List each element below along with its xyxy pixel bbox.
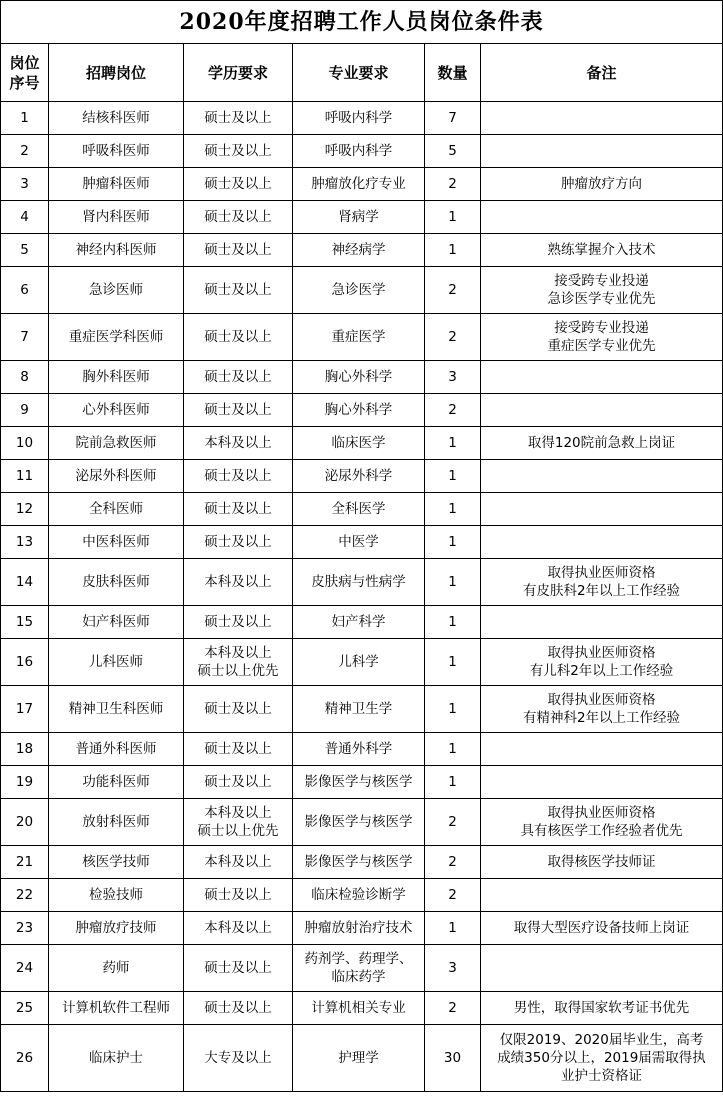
cell-note-line: 肿瘤放疗方向 (561, 176, 642, 192)
table-row (1, 102, 723, 135)
cell-major (293, 606, 425, 639)
cell-major (293, 766, 425, 799)
cell-education-line: 硕士及以上 (204, 887, 272, 903)
cell-education-line: 硕士及以上 (204, 960, 272, 976)
cell-major-line: 中医学 (338, 534, 379, 550)
cell-education (184, 361, 293, 394)
cell-education (184, 493, 293, 526)
cell-note-line: 取得执业医师资格 (547, 692, 656, 708)
cell-education (184, 135, 293, 168)
cell-note (481, 1025, 723, 1092)
cell-count: 30 (425, 1025, 481, 1092)
cell-note-line: 急诊医学专业优先 (547, 291, 656, 307)
cell-seq: 10 (1, 427, 49, 460)
cell-note-line: 取得核医学技师证 (547, 854, 656, 870)
cell-major-line: 影像医学与核医学 (304, 814, 413, 830)
cell-count: 1 (425, 559, 481, 606)
cell-seq: 3 (1, 168, 49, 201)
cell-count: 1 (425, 606, 481, 639)
table-row (1, 361, 723, 394)
table-row (1, 559, 723, 606)
cell-seq: 22 (1, 879, 49, 912)
cell-count: 2 (425, 846, 481, 879)
cell-position: 结核科医师 (49, 102, 184, 135)
cell-note (481, 427, 723, 460)
cell-major-line: 急诊医学 (331, 282, 386, 298)
cell-education-line: 大专及以上 (204, 1050, 272, 1066)
cell-note (481, 912, 723, 945)
cell-note-line: 接受跨专业投递 (554, 273, 649, 289)
cell-seq: 7 (1, 314, 49, 361)
cell-education (184, 766, 293, 799)
cell-major (293, 639, 425, 686)
cell-seq: 4 (1, 201, 49, 234)
header-row (1, 44, 723, 102)
cell-major (293, 234, 425, 267)
cell-note (481, 201, 723, 234)
cell-note (481, 314, 723, 361)
cell-position: 药师 (49, 945, 184, 992)
header-seq-line-2: 序号 (9, 73, 40, 92)
cell-education (184, 394, 293, 427)
cell-education-line: 硕士及以上 (204, 741, 272, 757)
cell-major (293, 394, 425, 427)
cell-major-line: 全科医学 (331, 501, 386, 517)
cell-education (184, 686, 293, 733)
cell-major-line: 皮肤病与性病学 (311, 574, 406, 590)
cell-seq: 25 (1, 992, 49, 1025)
cell-education-line: 硕士及以上 (204, 242, 272, 258)
cell-position: 心外科医师 (49, 394, 184, 427)
cell-note-line: 取得大型医疗设备技师上岗证 (513, 920, 690, 936)
cell-education (184, 733, 293, 766)
cell-position: 肿瘤放疗技师 (49, 912, 184, 945)
cell-education-line: 本科及以上 (204, 574, 272, 590)
cell-position: 临床护士 (49, 1025, 184, 1092)
cell-education (184, 427, 293, 460)
cell-education (184, 267, 293, 314)
table-row (1, 945, 723, 992)
cell-note (481, 102, 723, 135)
cell-position: 普通外科医师 (49, 733, 184, 766)
cell-education-line: 硕士及以上 (204, 614, 272, 630)
cell-seq: 14 (1, 559, 49, 606)
cell-education-line: 硕士及以上 (204, 402, 272, 418)
cell-count: 2 (425, 168, 481, 201)
cell-education (184, 912, 293, 945)
cell-major-line: 儿科学 (338, 654, 379, 670)
cell-education-line: 硕士以上优先 (197, 663, 279, 679)
cell-seq: 12 (1, 493, 49, 526)
cell-count: 1 (425, 427, 481, 460)
cell-note (481, 526, 723, 559)
cell-note (481, 559, 723, 606)
cell-major-line: 精神卫生学 (324, 701, 393, 717)
cell-position: 胸外科医师 (49, 361, 184, 394)
table-body (1, 102, 723, 1092)
cell-note-line: 成绩350分以上，2019届需取得执 (497, 1050, 706, 1066)
cell-major-line: 计算机相关专业 (311, 1000, 406, 1016)
cell-seq: 21 (1, 846, 49, 879)
cell-education (184, 879, 293, 912)
cell-education (184, 168, 293, 201)
cell-position: 院前急救医师 (49, 427, 184, 460)
cell-education (184, 102, 293, 135)
table-row (1, 1025, 723, 1092)
cell-note-line: 取得120院前急救上岗证 (527, 435, 676, 451)
cell-position: 精神卫生科医师 (49, 686, 184, 733)
cell-major-line: 临床检验诊断学 (311, 887, 406, 903)
cell-note-line: 业护士资格证 (561, 1068, 642, 1084)
header-seq-line-1: 岗位 (9, 53, 40, 72)
cell-major-line: 胸心外科学 (324, 369, 393, 385)
cell-note (481, 267, 723, 314)
cell-seq: 16 (1, 639, 49, 686)
table-row (1, 267, 723, 314)
cell-count: 1 (425, 201, 481, 234)
cell-position: 急诊医师 (49, 267, 184, 314)
cell-note (481, 945, 723, 992)
cell-note (481, 168, 723, 201)
table-row (1, 427, 723, 460)
cell-education (184, 606, 293, 639)
cell-education-line: 硕士及以上 (204, 209, 272, 225)
table-row (1, 135, 723, 168)
cell-note-line: 重症医学专业优先 (547, 338, 656, 354)
cell-note-line: 接受跨专业投递 (554, 320, 649, 336)
table-row (1, 234, 723, 267)
cell-education-line: 硕士及以上 (204, 176, 272, 192)
cell-seq: 17 (1, 686, 49, 733)
cell-major-line: 肿瘤放化疗专业 (311, 176, 406, 192)
cell-note-line: 有精神科2年以上工作经验 (522, 710, 681, 726)
cell-education (184, 992, 293, 1025)
cell-major (293, 912, 425, 945)
cell-position: 计算机软件工程师 (49, 992, 184, 1025)
table-row (1, 168, 723, 201)
cell-major (293, 460, 425, 493)
cell-position: 核医学技师 (49, 846, 184, 879)
cell-note-line: 有儿科2年以上工作经验 (529, 663, 674, 679)
cell-education (184, 559, 293, 606)
table-row (1, 493, 723, 526)
table-row (1, 992, 723, 1025)
cell-note (481, 992, 723, 1025)
table-row (1, 879, 723, 912)
cell-education (184, 799, 293, 846)
header-note: 备注 (481, 44, 723, 102)
cell-education-line: 本科及以上 (204, 645, 272, 661)
cell-count: 1 (425, 686, 481, 733)
table-row (1, 912, 723, 945)
cell-position: 检验技师 (49, 879, 184, 912)
cell-note-line: 取得执业医师资格 (547, 565, 656, 581)
cell-major-line: 重症医学 (331, 329, 386, 345)
cell-education-line: 硕士及以上 (204, 143, 272, 159)
cell-seq: 13 (1, 526, 49, 559)
cell-count: 3 (425, 361, 481, 394)
cell-major-line: 肾病学 (338, 209, 379, 225)
cell-note (481, 639, 723, 686)
cell-seq: 26 (1, 1025, 49, 1092)
cell-major (293, 135, 425, 168)
cell-count: 2 (425, 879, 481, 912)
header-count: 数量 (425, 44, 481, 102)
cell-education-line: 硕士及以上 (204, 701, 272, 717)
cell-education-line: 硕士及以上 (204, 110, 272, 126)
table-row (1, 201, 723, 234)
cell-note-line: 有皮肤科2年以上工作经验 (522, 583, 681, 599)
cell-education (184, 201, 293, 234)
cell-seq: 1 (1, 102, 49, 135)
cell-major (293, 493, 425, 526)
cell-note-line: 取得执业医师资格 (547, 805, 656, 821)
header-major: 专业要求 (293, 44, 425, 102)
cell-note-line: 熟练掌握介入技术 (547, 242, 656, 258)
cell-seq: 15 (1, 606, 49, 639)
cell-major (293, 526, 425, 559)
table-row (1, 766, 723, 799)
cell-count: 3 (425, 945, 481, 992)
cell-note (481, 686, 723, 733)
cell-major (293, 686, 425, 733)
table-row (1, 733, 723, 766)
cell-position: 神经内科医师 (49, 234, 184, 267)
cell-major-line: 临床医学 (331, 435, 386, 451)
cell-seq: 20 (1, 799, 49, 846)
table-row (1, 686, 723, 733)
cell-position: 功能科医师 (49, 766, 184, 799)
cell-position: 重症医学科医师 (49, 314, 184, 361)
table-row (1, 799, 723, 846)
cell-education-line: 硕士及以上 (204, 1000, 272, 1016)
cell-education (184, 460, 293, 493)
cell-major-line: 影像医学与核医学 (304, 774, 413, 790)
header-education: 学历要求 (184, 44, 293, 102)
cell-note-line: 仅限2019、2020届毕业生，高考 (499, 1032, 704, 1048)
cell-major (293, 361, 425, 394)
cell-education (184, 846, 293, 879)
cell-note (481, 234, 723, 267)
cell-count: 1 (425, 766, 481, 799)
cell-seq: 24 (1, 945, 49, 992)
cell-major (293, 799, 425, 846)
cell-note (481, 766, 723, 799)
cell-position: 皮肤科医师 (49, 559, 184, 606)
cell-major (293, 879, 425, 912)
cell-count: 1 (425, 639, 481, 686)
cell-education-line: 硕士及以上 (204, 501, 272, 517)
cell-education (184, 1025, 293, 1092)
cell-note (481, 460, 723, 493)
cell-major-line: 护理学 (338, 1050, 379, 1066)
cell-education-line: 硕士及以上 (204, 774, 272, 790)
table-row (1, 639, 723, 686)
cell-position: 儿科医师 (49, 639, 184, 686)
cell-major-line: 影像医学与核医学 (304, 854, 413, 870)
cell-major (293, 314, 425, 361)
cell-note (481, 361, 723, 394)
cell-major (293, 945, 425, 992)
table-row (1, 314, 723, 361)
table-row (1, 394, 723, 427)
cell-seq: 11 (1, 460, 49, 493)
cell-note (481, 733, 723, 766)
cell-note (481, 135, 723, 168)
cell-seq: 23 (1, 912, 49, 945)
cell-position: 全科医师 (49, 493, 184, 526)
table-row (1, 846, 723, 879)
cell-note (481, 846, 723, 879)
header-position: 招聘岗位 (49, 44, 184, 102)
cell-education (184, 526, 293, 559)
cell-count: 1 (425, 234, 481, 267)
cell-note-line: 男性，取得国家软考证书优先 (513, 1000, 690, 1016)
cell-major (293, 102, 425, 135)
cell-count: 1 (425, 493, 481, 526)
cell-seq: 8 (1, 361, 49, 394)
cell-count: 7 (425, 102, 481, 135)
cell-major-line: 临床药学 (331, 969, 386, 985)
cell-position: 放射科医师 (49, 799, 184, 846)
cell-position: 呼吸科医师 (49, 135, 184, 168)
cell-major (293, 201, 425, 234)
cell-count: 1 (425, 526, 481, 559)
cell-education-line: 硕士及以上 (204, 282, 272, 298)
cell-note-line: 具有核医学工作经验者优先 (520, 823, 683, 839)
cell-major-line: 普通外科学 (324, 741, 393, 757)
cell-count: 2 (425, 799, 481, 846)
cell-major (293, 1025, 425, 1092)
cell-seq: 18 (1, 733, 49, 766)
cell-count: 1 (425, 460, 481, 493)
cell-major-line: 泌尿外科学 (324, 468, 393, 484)
cell-major (293, 427, 425, 460)
cell-education (184, 945, 293, 992)
cell-note (481, 879, 723, 912)
cell-education-line: 本科及以上 (204, 920, 272, 936)
cell-note-line: 取得执业医师资格 (547, 645, 656, 661)
cell-major-line: 呼吸内科学 (324, 143, 393, 159)
cell-major-line: 妇产科学 (331, 614, 386, 630)
cell-education (184, 314, 293, 361)
header-seq (1, 44, 49, 102)
cell-count: 2 (425, 394, 481, 427)
cell-position: 肾内科医师 (49, 201, 184, 234)
cell-education-line: 硕士及以上 (204, 468, 272, 484)
cell-education-line: 硕士及以上 (204, 369, 272, 385)
cell-position: 泌尿外科医师 (49, 460, 184, 493)
cell-note (481, 394, 723, 427)
cell-note (481, 606, 723, 639)
cell-major (293, 168, 425, 201)
table-row (1, 606, 723, 639)
cell-major-line: 药剂学、药理学、 (304, 951, 413, 967)
cell-education-line: 硕士及以上 (204, 534, 272, 550)
cell-count: 1 (425, 733, 481, 766)
cell-seq: 9 (1, 394, 49, 427)
cell-education (184, 639, 293, 686)
cell-seq: 6 (1, 267, 49, 314)
cell-major (293, 846, 425, 879)
table-row (1, 526, 723, 559)
cell-seq: 5 (1, 234, 49, 267)
cell-count: 5 (425, 135, 481, 168)
cell-position: 妇产科医师 (49, 606, 184, 639)
cell-major-line: 胸心外科学 (324, 402, 393, 418)
cell-position: 中医科医师 (49, 526, 184, 559)
cell-major (293, 733, 425, 766)
cell-education-line: 本科及以上 (204, 435, 272, 451)
table-row (1, 460, 723, 493)
cell-education-line: 本科及以上 (204, 854, 272, 870)
cell-major (293, 559, 425, 606)
cell-major (293, 267, 425, 314)
table-title: 2020年度招聘工作人员岗位条件表 (1, 1, 723, 44)
cell-seq: 2 (1, 135, 49, 168)
cell-education-line: 硕士及以上 (204, 329, 272, 345)
cell-note (481, 799, 723, 846)
cell-count: 2 (425, 314, 481, 361)
cell-education-line: 硕士以上优先 (197, 823, 279, 839)
title-row (1, 1, 723, 44)
cell-count: 1 (425, 912, 481, 945)
cell-count: 2 (425, 267, 481, 314)
cell-note (481, 493, 723, 526)
cell-education (184, 234, 293, 267)
cell-education-line: 本科及以上 (204, 805, 272, 821)
cell-position: 肿瘤科医师 (49, 168, 184, 201)
cell-seq: 19 (1, 766, 49, 799)
cell-major (293, 992, 425, 1025)
cell-count: 2 (425, 992, 481, 1025)
cell-major-line: 神经病学 (331, 242, 386, 258)
cell-major-line: 呼吸内科学 (324, 110, 393, 126)
cell-major-line: 肿瘤放射治疗技术 (304, 920, 413, 936)
